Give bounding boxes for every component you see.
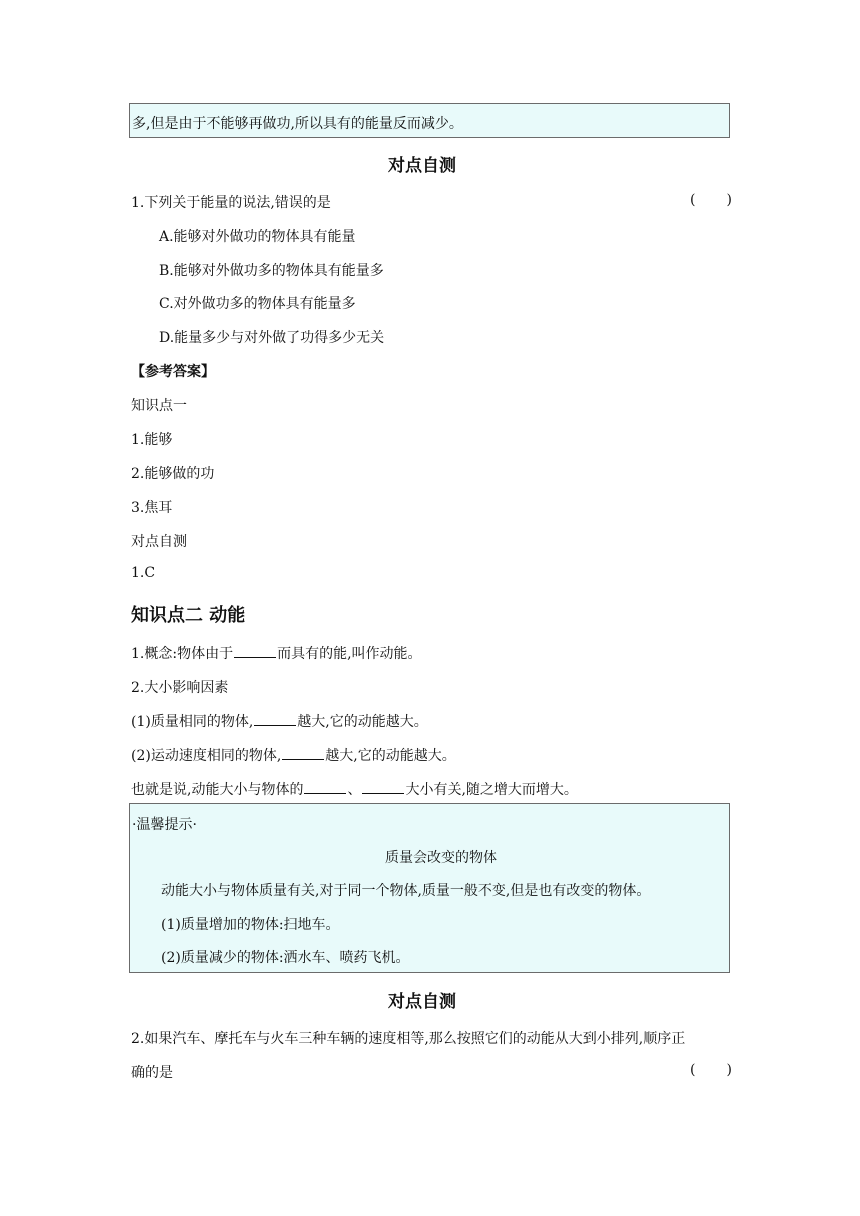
option-c: C.对外做功多的物体具有能量多: [159, 296, 356, 312]
answers-title: 【参考答案】: [131, 364, 215, 380]
factors-title: 2.大小影响因素: [131, 680, 229, 696]
factor-2-line: [131, 745, 456, 765]
answer-paren-1: [690, 192, 732, 208]
answer-line: 3.焦耳: [131, 500, 173, 516]
note-box-continuation: [129, 103, 730, 138]
concept-line: [131, 643, 422, 663]
note-box-text: 多,但是由于不能够再做功,所以具有的能量反而减少。: [132, 116, 463, 132]
fill-blank: [304, 781, 346, 794]
factor-1-pre: (1)质量相同的物体,: [131, 714, 254, 730]
factor-1-post: 越大,它的动能越大。: [297, 714, 428, 730]
option-a: A.能够对外做功的物体具有能量: [159, 229, 356, 245]
factor-1-line: [131, 711, 428, 731]
fill-blank: [254, 713, 296, 726]
paren-open: (: [690, 192, 696, 208]
tip-box: [129, 803, 730, 973]
tip-label: ·温馨提示·: [132, 817, 197, 833]
paren-open: (: [690, 1062, 696, 1078]
question-2-line-2: 确的是: [131, 1065, 173, 1081]
fill-blank: [282, 747, 324, 760]
tip-title: 质量会改变的物体: [385, 850, 497, 866]
answer-line: 1.能够: [131, 432, 173, 448]
option-b: B.能够对外做功多的物体具有能量多: [159, 263, 384, 279]
tip-item-1: (1)质量增加的物体:扫地车。: [161, 917, 340, 933]
summary-post: 大小有关,随之增大而增大。: [405, 782, 578, 798]
fill-blank: [234, 645, 276, 658]
tip-item-2: (2)质量减少的物体:洒水车、喷药飞机。: [161, 950, 410, 966]
question-1: 1.下列关于能量的说法,错误的是: [131, 195, 331, 211]
factor-2-pre: (2)运动速度相同的物体,: [131, 748, 282, 764]
paren-close: ): [726, 1062, 732, 1078]
answer-line: 2.能够做的功: [131, 466, 215, 482]
fill-blank: [362, 781, 404, 794]
answer-line: 知识点一: [131, 398, 187, 414]
answer-line: 对点自测: [131, 534, 187, 550]
answer-line: 1.C: [131, 565, 156, 581]
concept-post: 而具有的能,叫作动能。: [277, 646, 422, 662]
section-heading-self-test-1: 对点自测: [388, 156, 456, 176]
factor-2-post: 越大,它的动能越大。: [325, 748, 456, 764]
tip-body: 动能大小与物体质量有关,对于同一个物体,质量一般不变,但是也有改变的物体。: [161, 883, 651, 899]
question-2-line-1: 2.如果汽车、摩托车与火车三种车辆的速度相等,那么按照它们的动能从大到小排列,顺序正: [131, 1031, 686, 1047]
summary-sep: 、: [347, 782, 362, 798]
section-heading-self-test-2: 对点自测: [388, 992, 456, 1012]
answer-paren-2: [690, 1062, 732, 1078]
paren-close: ): [726, 192, 732, 208]
section-heading-kinetic-energy: 知识点二 动能: [131, 605, 246, 626]
summary-pre: 也就是说,动能大小与物体的: [131, 782, 304, 798]
concept-pre: 1.概念:物体由于: [131, 646, 234, 662]
summary-line: [131, 779, 578, 799]
option-d: D.能量多少与对外做了功得多少无关: [159, 330, 385, 346]
